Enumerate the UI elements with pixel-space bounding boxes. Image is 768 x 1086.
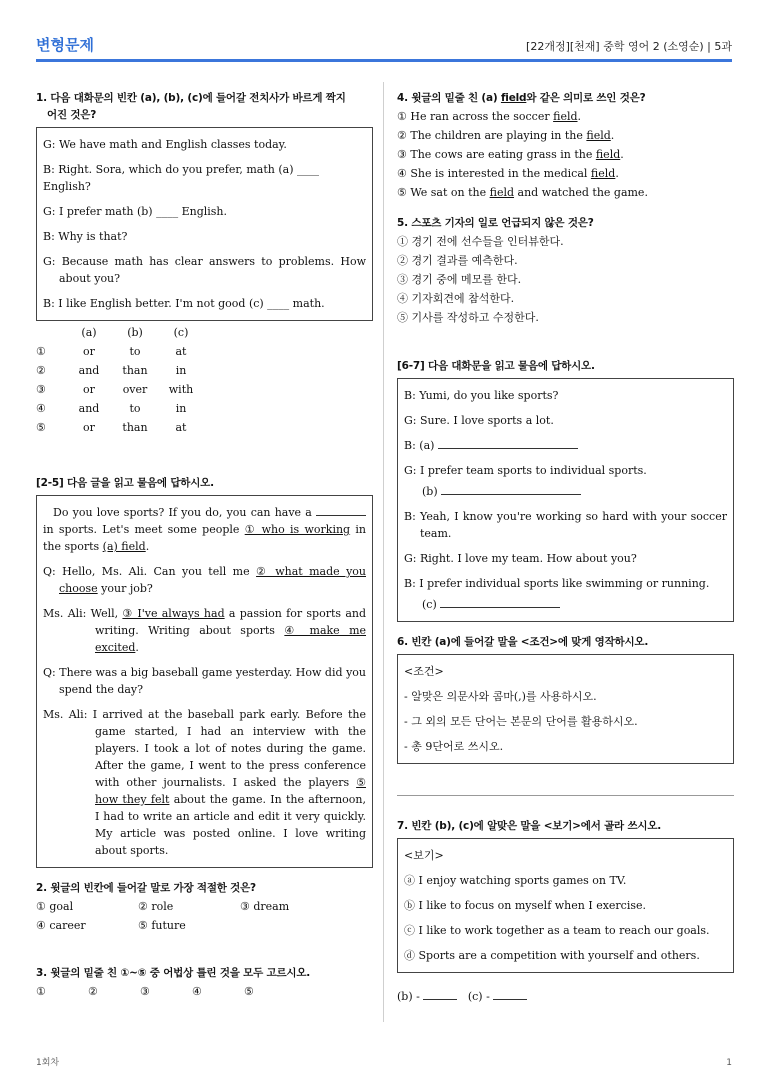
- q1-header: (c): [173, 326, 189, 339]
- q3-options: [36, 982, 373, 1001]
- dialog2-box: [397, 378, 734, 622]
- dialog2-line: G: Right. I love my team. How about you?: [404, 552, 637, 565]
- dialog2-text: B: (a): [404, 439, 435, 452]
- q1-line: B: I like English better. I'm not good (c) ____ math.: [43, 297, 325, 310]
- q7-answer-b-blank[interactable]: [423, 989, 457, 1000]
- q1-line: B: Right. Sora, which do you prefer, math (a) ____ English?: [43, 163, 319, 193]
- q1-line: B: Why is that?: [43, 230, 128, 243]
- q4-prompt-underline: field: [500, 92, 527, 104]
- option-number: ②: [36, 364, 46, 377]
- q7-answer-c-blank[interactable]: [493, 989, 527, 1000]
- q7-answer-c-label: (c) -: [467, 990, 490, 1003]
- q4-prompt: [397, 90, 734, 107]
- option-underline: field: [586, 129, 611, 142]
- q7-box-title: <보기>: [404, 849, 444, 862]
- q7-example: ⓑ I like to focus on myself when I exercise.: [404, 899, 646, 912]
- q7-answer-b-label: (b) -: [397, 990, 420, 1003]
- option-c: in: [175, 364, 187, 377]
- q1-prompt-line1: 1. 다음 대화문의 빈칸 (a), (b), (c)에 들어갈 전치사가 바르게 짝지: [36, 92, 346, 104]
- underline-field: (a) field: [102, 540, 146, 553]
- q7-answer: [397, 987, 734, 1006]
- option-underline: field: [590, 167, 616, 180]
- q3-option[interactable]: ③: [140, 985, 150, 998]
- dialog2-line: G: Sure. I love sports a lot.: [404, 414, 554, 427]
- q7-example: ⓒ I like to work together as a team to reach our goals.: [404, 924, 710, 937]
- q1-header: (a): [81, 326, 97, 339]
- passage-box: [36, 495, 373, 868]
- q6-conditions-box: [397, 654, 734, 764]
- option-number: ⑤: [36, 421, 46, 434]
- q1-line: G: I prefer math (b) ____ English.: [43, 205, 228, 218]
- left-column: [36, 90, 373, 1001]
- q2-option[interactable]: ① goal: [36, 900, 74, 913]
- q6-condition: - 그 외의 모든 단어는 본문의 단어를 활용하시오.: [404, 715, 638, 728]
- option-a: or: [83, 421, 95, 434]
- q1-option[interactable]: [36, 418, 204, 437]
- q2-prompt: 2. 윗글의 빈칸에 들어갈 말로 가장 적절한 것은?: [36, 882, 256, 894]
- passage-text: a passion for sports and writing. Writing about sports: [95, 607, 367, 637]
- option-text: .: [610, 129, 615, 142]
- q7-examples-box: [397, 838, 734, 973]
- q2-option[interactable]: ③ dream: [240, 900, 290, 913]
- passage-text: Ms. Ali: I arrived at the baseball park early. Before the game started, I had an interview with the players. I took a lot of notes during the game. After the game, I went to the press conference with other journalists. I asked the players: [43, 708, 366, 789]
- dialog2-line: B: Yumi, do you like sports?: [404, 389, 559, 402]
- q5-option[interactable]: ① 경기 전에 선수들을 인터뷰한다.: [397, 235, 564, 248]
- option-number: ①: [36, 345, 46, 358]
- passage-text: your job?: [101, 582, 153, 595]
- passage-ali1: [43, 605, 366, 656]
- option-b: over: [122, 383, 148, 396]
- option-underline: field: [553, 110, 578, 123]
- q1-line: G: We have math and English classes today.: [43, 138, 287, 151]
- option-c: in: [175, 402, 187, 415]
- q1-options-table: [36, 323, 204, 437]
- passage-text: Do you love sports? If you do, you can have a: [53, 506, 312, 519]
- header-rule: [36, 59, 732, 62]
- dialog2-line: B: Yeah, I know you're working so hard with your soccer team.: [404, 510, 727, 540]
- q1-header: (b): [127, 326, 143, 339]
- q1-option[interactable]: [36, 342, 204, 361]
- option-text: .: [620, 148, 624, 161]
- q1-prompt-line2: 어진 것은?: [47, 109, 97, 121]
- q7-prompt: 7. 빈칸 (b), (c)에 알맞은 말을 <보기>에서 골라 쓰시오.: [397, 820, 662, 832]
- footer-session: 1회차: [36, 1058, 60, 1068]
- passage-q2: Q: There was a big baseball game yesterday. How did you spend the day?: [43, 666, 366, 696]
- q4-option[interactable]: [397, 164, 734, 183]
- q5-option[interactable]: ⑤ 기사를 작성하고 수정한다.: [397, 311, 539, 324]
- dialog2-line: B: I prefer individual sports like swimming or running.: [404, 577, 710, 590]
- q4-option[interactable]: [397, 145, 734, 164]
- dialog2-line: [404, 596, 727, 613]
- underline-3: ③ I've always had: [122, 607, 225, 620]
- passage-text: .: [145, 540, 150, 553]
- option-c: with: [168, 383, 194, 396]
- option-text: ④ She is interested in the medical: [397, 167, 588, 180]
- option-c: at: [175, 345, 187, 358]
- dialog2-line: [404, 483, 727, 500]
- underline-2: ② what made you choose: [59, 565, 366, 595]
- option-number: ③: [36, 383, 46, 396]
- q2-option[interactable]: ② role: [138, 900, 174, 913]
- option-text: ⑤ We sat on the: [397, 186, 487, 199]
- q3-option[interactable]: ⑤: [244, 985, 254, 998]
- option-b: than: [122, 421, 148, 434]
- q3-option[interactable]: ②: [88, 985, 98, 998]
- q1-prompt: [36, 90, 373, 124]
- q6-condition: - 총 9단어로 쓰시오.: [404, 740, 504, 753]
- dialog2-text: (c): [422, 598, 437, 611]
- q1-option[interactable]: [36, 361, 204, 380]
- q5-option[interactable]: ③ 경기 중에 메모를 한다.: [397, 273, 522, 286]
- q6-prompt: 6. 빈칸 (a)에 들어갈 말을 <조건>에 맞게 영작하시오.: [397, 636, 649, 648]
- blank-b: [441, 484, 581, 495]
- q5-option[interactable]: ② 경기 결과를 예측한다.: [397, 254, 518, 267]
- q2-option[interactable]: ④ career: [36, 919, 86, 932]
- passage-text: about the game. In the afternoon, I had to write an article and edit it very quickly. My article was posted online. I love writing about sports.: [95, 793, 367, 857]
- q2-option[interactable]: ⑤ future: [138, 919, 186, 932]
- option-text: ③ The cows are eating grass in the: [397, 148, 593, 161]
- passage-q1: [43, 563, 366, 597]
- q3-option[interactable]: ①: [36, 985, 46, 998]
- dialog2-line: [404, 437, 727, 454]
- option-b: to: [129, 402, 141, 415]
- q4-option[interactable]: [397, 183, 734, 202]
- q1-line: G: Because math has clear answers to problems. How about you?: [43, 255, 366, 285]
- right-column: [397, 90, 734, 1006]
- option-text: .: [615, 167, 619, 180]
- dialog2-heading: [6-7] 다음 대화문을 읽고 물음에 답하시오.: [397, 360, 595, 372]
- blank-a: [438, 438, 578, 449]
- option-text: .: [577, 110, 582, 123]
- q4-prompt-text: 와 같은 의미로 쓰인 것은?: [526, 92, 646, 104]
- q1-option[interactable]: [36, 399, 204, 418]
- option-number: ④: [36, 402, 46, 415]
- q7-example: ⓐ I enjoy watching sports games on TV.: [404, 874, 627, 887]
- option-a: and: [78, 364, 100, 377]
- underline-1: ① who is working: [244, 523, 351, 536]
- passage-intro: [43, 504, 366, 555]
- page-number: 1: [726, 1058, 732, 1068]
- dialog2-line: G: I prefer team sports to individual sports.: [404, 464, 647, 477]
- q5-option[interactable]: ④ 기자회견에 참석한다.: [397, 292, 515, 305]
- q6-condition: - 알맞은 의문사와 콤마(,)를 사용하시오.: [404, 690, 597, 703]
- underline-5: ⑤ how they felt: [95, 776, 366, 806]
- option-text: ② The children are playing in the: [397, 129, 583, 142]
- option-underline: field: [489, 186, 515, 199]
- column-divider: [383, 82, 384, 1022]
- q4-option[interactable]: [397, 107, 734, 126]
- option-underline: field: [595, 148, 621, 161]
- q6-box-title: <조건>: [404, 665, 444, 678]
- q1-dialog-box: [36, 127, 373, 321]
- q3-option[interactable]: ④: [192, 985, 202, 998]
- option-a: or: [83, 383, 95, 396]
- course-info: [22개정][천재] 중학 영어 2 (소영순) | 5과: [526, 40, 732, 53]
- passage-text: Ms. Ali: Well,: [43, 607, 119, 620]
- q4-option[interactable]: [397, 126, 734, 145]
- q7-example: ⓓ Sports are a competition with yourself and others.: [404, 949, 700, 962]
- option-text: and watched the game.: [514, 186, 648, 199]
- page-title: 변형문제: [36, 36, 94, 54]
- q4-prompt-text: 4. 윗글의 밑줄 친 (a): [397, 92, 498, 104]
- q5-prompt: 5. 스포츠 기자의 일로 언급되지 않은 것은?: [397, 217, 594, 229]
- passage-text: .: [135, 641, 139, 654]
- option-a: or: [83, 345, 95, 358]
- passage-text: Q: Hello, Ms. Ali. Can you tell me: [43, 565, 250, 578]
- passage-heading: [2-5] 다음 글을 읽고 물음에 답하시오.: [36, 477, 214, 489]
- passage-text: in sports. Let's meet some people: [43, 523, 240, 536]
- option-b: than: [122, 364, 148, 377]
- option-b: to: [129, 345, 141, 358]
- q1-option[interactable]: [36, 380, 204, 399]
- passage-ali2: [43, 706, 366, 859]
- option-text: ① He ran across the soccer: [397, 110, 550, 123]
- option-a: and: [78, 402, 100, 415]
- dialog2-text: (b): [422, 485, 438, 498]
- q6-answer-line[interactable]: [397, 794, 734, 796]
- passage-text: in the sports: [43, 523, 366, 553]
- passage-blank: [316, 505, 366, 516]
- q3-prompt: 3. 윗글의 밑줄 친 ①~⑤ 중 어법상 틀린 것을 모두 고르시오.: [36, 967, 311, 979]
- q2-options: [36, 897, 373, 935]
- option-c: at: [175, 421, 187, 434]
- underline-4: ④ make me excited: [95, 624, 367, 654]
- blank-c: [440, 597, 560, 608]
